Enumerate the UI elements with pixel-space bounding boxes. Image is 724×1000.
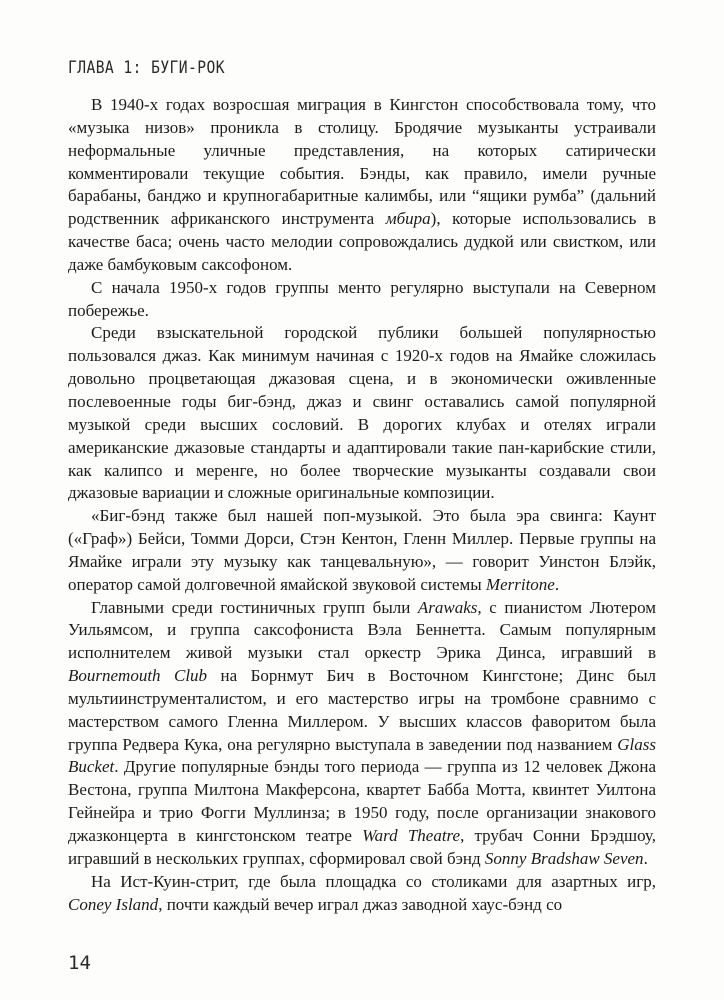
paragraph	[68, 277, 656, 323]
text-run: . Другие популярные бэнды того периода — группа из 12 человек Джона Вестона, группа Милтона Макферсона, квартет Бабба Мотта, квинтет Уилтона Гейнейра и трио Фогги Муллинза; в 1950 году, после организации знакового джазконцерта в кингстонском театре	[68, 757, 656, 845]
text-run: , почти каждый вечер играл джаз заводной хаус-бэнд со	[158, 894, 563, 914]
text-run: Среди взыскательной городской публики большей популярностью пользовался джаз. Как минимум начиная с 1920-х годов на Ямайке сложилась довольно процветающая джазовая сцена, и в экономически оживленные послевоенные годы биг-бэнд, джаз и свинг оставались самой популярной музыкой среди высших сословий. В дорогих клубах и отелях играли американские джазовые стандарты и адаптировали такие пан-карибские стили, как калипсо и меренге, но более творческие музыканты создавали свои джазовые вариации и сложные оригинальные композиции.	[68, 323, 656, 503]
running-head: ГЛАВА 1: БУГИ-РОК	[68, 58, 225, 78]
text-run: , трубач Сонни Брэдшоу, игравший в нескольких группах, сформировал свой бэнд	[68, 826, 656, 868]
paragraph	[68, 322, 656, 505]
italic-title: Ward Theatre	[362, 826, 461, 845]
italic-title: Merritone	[485, 574, 555, 594]
text-run: .	[643, 848, 648, 868]
italic-title: Bournemouth Club	[68, 666, 208, 686]
text-run: , с пианистом Лютером Уильямсом, и группа саксофониста Вэла Беннетта. Самым популярным исполнителем живой музыки стал оркестр Эрика Динса, игравший в	[68, 597, 656, 663]
text-run: «Биг-бэнд также был нашей поп-музыкой. Это была эра свинга: Каунт («Граф») Бейси, Томми Дорси, Стэн Кентон, Гленн Миллер. Первые группы на Ямайке играли эту музыку как танцевальную», — говорит Уинстон Блэйк, оператор самой долговечной ямайской звуковой системы	[68, 506, 656, 594]
italic-title: Sonny Bradshaw Seven	[484, 848, 644, 868]
italic-title: Coney Island	[68, 894, 159, 914]
text-run: На Ист-Куин-стрит, где была площадка со столиками для азартных игр,	[91, 871, 656, 891]
text-run: В 1940-х годах возросшая миграция в Кингстон способствовала тому, что «музыка низов» проникла в столицу. Бродячие музыканты устраивали неформальные уличные представления, на которых сатирически комментировали текущие события. Бэнды, как правило, имели ручные барабаны, банджо и крупногабаритные калимбы, или “ящики румба” (дальний родственник африканского инструмента	[68, 95, 656, 229]
paragraph	[68, 505, 656, 596]
paragraph	[68, 94, 656, 277]
page-number: 14	[68, 952, 91, 974]
body-text	[68, 94, 656, 916]
text-run: Главными среди гостиничных групп были	[91, 597, 418, 617]
text-run: .	[554, 574, 560, 594]
text-run: С начала 1950-х годов группы менто регулярно выступали на Северном побережье.	[68, 277, 656, 320]
paragraph	[68, 597, 656, 871]
text-run: на Борнмут Бич в Восточном Кингстоне; Динс был мультиинструменталистом, и его мастерство игры на тромбоне сравнимо с мастерством самого Гленна Миллером. У высших классов фаворитом была группа Редвера Кука, она регулярно выступала в заведении под названием	[68, 666, 656, 754]
italic-title: Glass Bucket	[68, 734, 656, 777]
paragraph	[68, 871, 656, 917]
italic-title: мбира	[385, 209, 431, 229]
italic-title: Arawaks	[417, 597, 478, 617]
text-run: ), которые использовались в качестве баса; очень часто мелодии сопровождались дудкой или свистком, или даже бамбуковым саксофоном.	[68, 209, 656, 274]
